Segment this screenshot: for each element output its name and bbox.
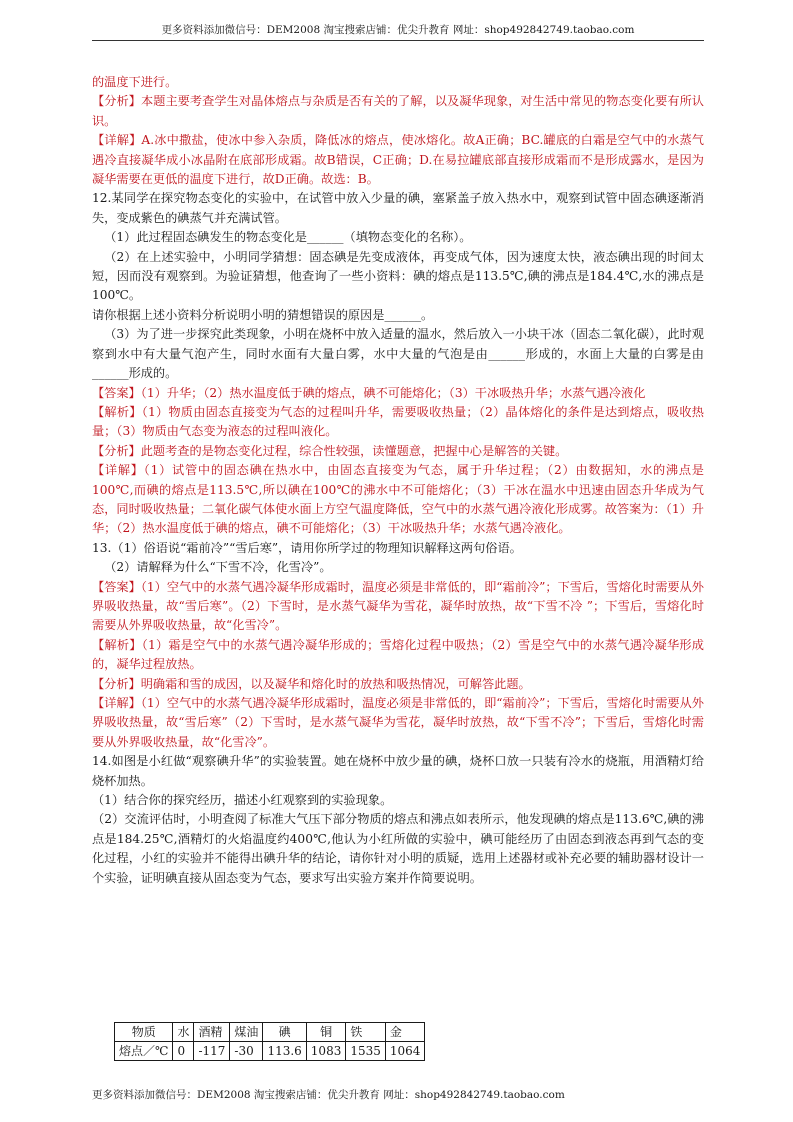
melting-point-table xyxy=(114,1022,425,1061)
table-cell: 1064 xyxy=(385,1042,425,1061)
q13-detailed-solution: 【详解】（1）空气中的水蒸气遇冷凝华形成霜时，温度必须是非常低的，即“霜前冷”；下雪后，雪熔化时需要从外界吸收热量，故“雪后寒”（2）下雪时，是水蒸气凝华为雪花，凝华时放热，故“下雪不冷”；下雪后，雪熔化时需要从外界吸收热量，故“化雪冷”。 xyxy=(92,696,704,749)
table-cell: 物质 xyxy=(115,1023,173,1042)
q14-part1: （1）结合你的探究经历，描述小红观察到的实验现象。 xyxy=(92,793,393,808)
q12-explanation: 【解析】（1）物质由固态直接变为气态的过程叫升华，需要吸收热量；（2）晶体熔化的条件是达到熔点，吸收热量；（3）物质由气态变为液态的过程叫液化。 xyxy=(92,404,704,439)
q12-part2-question: 请你根据上述小资料分析说明小明的猜想错误的原因是______。 xyxy=(92,307,434,322)
table-cell: 水 xyxy=(173,1023,194,1042)
answer-continuation: 的温度下进行。 xyxy=(92,75,178,89)
table-row xyxy=(115,1042,425,1061)
table-cell: 113.6 xyxy=(263,1042,306,1061)
q12-detailed-solution: 【详解】（1）试管中的固态碘在热水中，由固态直接变为气态，属于升华过程；（2）由数据知，水的沸点是100℃,而碘的熔点是113.5℃,所以碘在100℃的沸水中不可能熔化；（3）干冰在温水中迅速由固态升华成为气态，同时吸收热量；二氧化碳气体使水面上方空气温度降低，空气中的水蒸气遇冷液化形成雾。故答案为：（1）升华；（2）热水温度低于碘的熔点，碘不可能熔化；（3）干冰吸热升华；水蒸气遇冷液化。 xyxy=(92,463,704,536)
q13-part1: 13.（1）俗语说“霜前冷”“雪后寒”，请用你所学过的物理知识解释这两句俗语。 xyxy=(92,540,522,555)
table-cell: 铁 xyxy=(346,1023,386,1042)
table-cell: 碘 xyxy=(263,1023,306,1042)
table-cell: 酒精 xyxy=(194,1023,230,1042)
table-header-row xyxy=(115,1023,425,1042)
q13-analysis: 【分析】明确霜和雪的成因，以及凝华和熔化时的放热和吸热情况，可解答此题。 xyxy=(92,676,531,691)
table-cell: 熔点／℃ xyxy=(115,1042,173,1061)
q12-analysis: 【分析】此题考查的是物态变化过程，综合性较强，读懂题意，把握中心是解答的关键。 xyxy=(92,443,568,458)
q14-part2: （2）交流评估时，小明查阅了标准大气压下部分物质的熔点和沸点如表所示，他发现碘的熔点是113.6℃,碘的沸点是184.25℃,酒精灯的火焰温度约400℃,他认为小红所做的实验中，碘可能经历了由固态到液态再到气态的变化过程，小红的实验并不能得出碘升华的结论，请你针对小明的质疑，选用上述器材或补充必要的辅助器材设计一个实验，证明碘直接从固态变为气态，要求写出实验方案并作简要说明。 xyxy=(92,812,704,885)
table-cell: 0 xyxy=(173,1042,194,1061)
table-cell: -117 xyxy=(194,1042,230,1061)
table-cell: 1535 xyxy=(346,1042,386,1061)
table-cell: 煤油 xyxy=(230,1023,263,1042)
q12-part3: （3）为了进一步探究此类现象，小明在烧杯中放入适量的温水，然后放入一小块干冰（固态二氧化碳），此时观察到水中有大量气泡产生，同时水面有大量白雾，水中大量的气泡是由______形成的，水面上大量的白雾是由______形成的。 xyxy=(92,327,704,381)
q14-stem: 14.如图是小红做“观察碘升华”的实验装置。她在烧杯中放少量的碘，烧杯口放一只装有冷水的烧瓶，用酒精灯给烧杯加热。 xyxy=(92,754,704,788)
q12-part2: （2）在上述实验中，小明同学猜想：固态碘是先变成液体，再变成气体，因为速度太快，液态碘出现的时间太短，因而没有观察到。为验证猜想，他查询了一些小资料：碘的熔点是113.5℃,碘的沸点是184.4℃,水的沸点是100℃。 xyxy=(92,249,704,303)
q13-explanation: 【解析】（1）霜是空气中的水蒸气遇冷凝华形成的；雪熔化过程中吸热；（2）雪是空气中的水蒸气遇冷凝华形成的，凝华过程放热。 xyxy=(92,637,704,672)
q11-analysis: 【分析】本题主要考查学生对晶体熔点与杂质是否有关的了解，以及凝华现象，对生活中常见的物态变化要有所认识。 xyxy=(92,94,704,128)
page-footer: 更多资料添加微信号：DEM2008 淘宝搜索店铺：优尖升教育 网址：shop492842749.taobao.com xyxy=(92,1089,565,1101)
table-cell: -30 xyxy=(230,1042,263,1061)
table-cell: 铜 xyxy=(306,1023,346,1042)
q13-answer: 【答案】（1）空气中的水蒸气遇冷凝华形成霜时，温度必须是非常低的，即“霜前冷”；下雪后，雪熔化时需要从外界吸收热量，故“雪后寒”。（2）下雪时，是水蒸气凝华为雪花，凝华时放热，故“下雪不冷 ”；下雪后，雪熔化时需要从外界吸收热量，故“化雪冷”。 xyxy=(92,579,704,633)
table-cell: 金 xyxy=(385,1023,425,1042)
q12-stem: 12.某同学在探究物态变化的实验中，在试管中放入少量的碘，塞紧盖子放入热水中，观察到试管中固态碘逐渐消失，变成紫色的碘蒸气并充满试管。 xyxy=(92,191,704,225)
table-cell: 1083 xyxy=(306,1042,346,1061)
q12-part1: （1）此过程固态碘发生的物态变化是______（填物态变化的名称）。 xyxy=(104,230,472,245)
q11-detailed-solution: 【详解】A.冰中撒盐，使冰中参入杂质，降低冰的熔点，使冰熔化。故A正确；BC.罐底的白霜是空气中的水蒸气遇冷直接凝华成小冰晶附在底部形成霜。故B错误，C正确；D.在易拉罐底部直接形成霜而不是形成露水，是因为凝华需要在更低的温度下进行，故D正确。故选：B。 xyxy=(92,133,704,187)
document-body xyxy=(92,73,704,888)
q13-part2: （2）请解释为什么“下雪不冷，化雪冷”。 xyxy=(104,560,332,575)
page-header: 更多资料添加微信号：DEM2008 淘宝搜索店铺：优尖升教育 网址：shop492842749.taobao.com xyxy=(92,20,704,41)
q12-answer: 【答案】（1）升华；（2）热水温度低于碘的熔点，碘不可能熔化；（3）干冰吸热升华；水蒸气遇冷液化 xyxy=(92,385,646,400)
